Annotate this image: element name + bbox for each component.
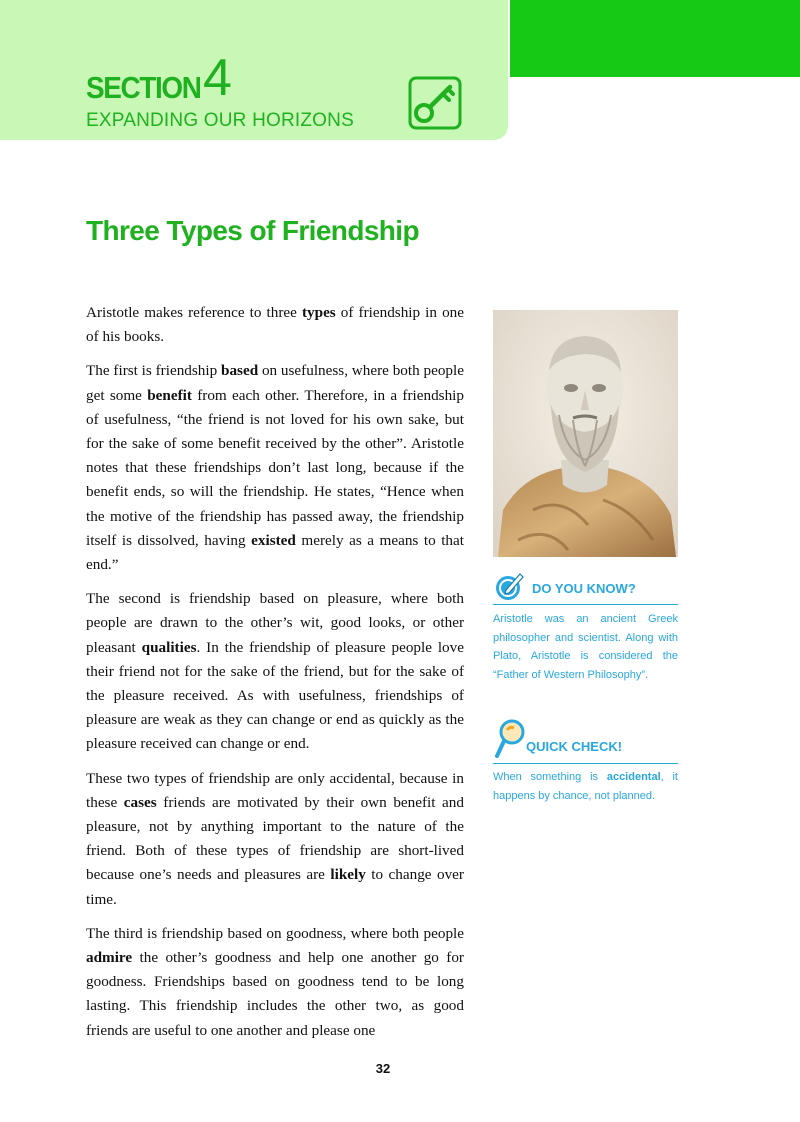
text-span: , it happens by chance, not planned. (493, 771, 678, 802)
quick-check-heading: QUICK CHECK! (526, 739, 623, 754)
page-title: Three Types of Friendship (86, 215, 419, 246)
keyword: based (221, 362, 259, 380)
quick-check-text (493, 768, 678, 805)
text-span: to change over time. (86, 866, 464, 908)
section-number: 4 (203, 49, 232, 107)
body-text (86, 301, 464, 1053)
text-span: the other’s goodness and help one another go for goodness. Friendships based on goodness tend to be long lasting. This friendship includes the other two, as good friends are useful to one another and please one (86, 949, 464, 1039)
section-label: SECTION (86, 70, 201, 105)
text-span: . In the friendship of pleasure people love their friend not for the sake of the friend, but for the sake of the pleasure received. As with usefulness, friendships of pleasure are weak as they can change or end as quickly as the pleasure received can change or end. (86, 638, 464, 753)
text-span: Aristotle makes reference to three (86, 304, 302, 321)
text-span: of friendship in one of his books. (86, 304, 464, 346)
keyword: cases (123, 793, 157, 811)
paragraph-2 (86, 359, 464, 577)
text-span: When something is (493, 771, 607, 783)
key-icon (408, 76, 462, 130)
text-span: from each other. Therefore, in a friendship of usefulness, “the friend is not loved for his own sake, but for the sake of some benefit received by the other”. Aristotle notes that these friendships don’t last long, because if the benefit ends, so will the friendship. He states, “Hence when the motive of the friendship has passed away, the friendship itself is dissolved, having (86, 386, 464, 549)
keyword: types (301, 304, 336, 321)
keyword: admire (86, 949, 133, 967)
divider (493, 763, 678, 764)
keyword: qualities (141, 638, 197, 656)
keyword: likely (330, 866, 366, 884)
keyword: benefit (147, 386, 192, 404)
text-span: The third is friendship based on goodness, where both people (86, 924, 464, 942)
divider (493, 604, 678, 605)
paragraph-3 (86, 587, 464, 756)
text-span: These two types of friendship are only accidental, because in these (86, 769, 464, 811)
text-span: merely as a means to that end.” (86, 531, 464, 574)
text-span: on usefulness, where both people get some (86, 362, 464, 404)
keyword: existed (251, 531, 296, 549)
aristotle-bust-image (493, 310, 678, 557)
text-span: friends are motivated by their own benefit and pleasure, not by anything important to the nature of the friend. Both of these types of friendship are short-lived because one’s needs and pleasures are (86, 793, 464, 884)
paragraph-4 (86, 767, 464, 912)
corner-accent (510, 0, 800, 77)
text-span: The first is friendship (86, 362, 221, 380)
keyword: accidental (606, 771, 661, 783)
do-you-know-text: Aristotle was an ancient Greek philosopher and scientist. Along with Plato, Aristotle is considered the “Father of Western Philosophy”. (493, 613, 678, 681)
magnifier-icon (494, 718, 528, 760)
paragraph-1 (86, 301, 464, 349)
do-you-know-heading: DO YOU KNOW? (532, 581, 636, 596)
pencil-badge-icon (494, 570, 526, 602)
paragraph-5 (86, 922, 464, 1043)
page-number: 32 (375, 1061, 391, 1076)
section-subtitle: EXPANDING OUR HORIZONS (86, 110, 354, 131)
text-span: The second is friendship based on pleasure, where both people are drawn to the other’s wit, good looks, or other pleasant (86, 590, 464, 656)
